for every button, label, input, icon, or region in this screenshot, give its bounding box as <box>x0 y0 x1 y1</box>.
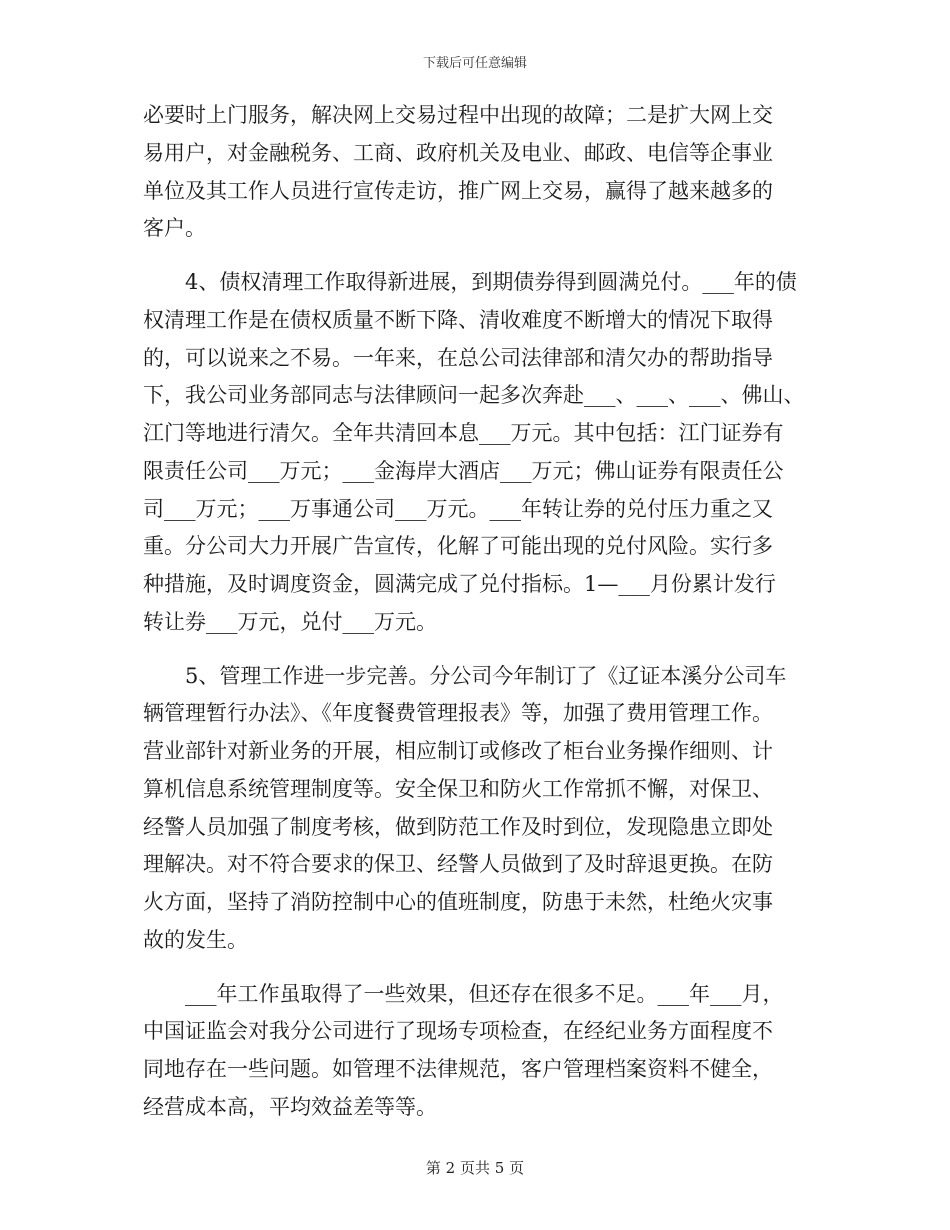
text-line: 客户。 <box>143 216 206 241</box>
text-line: 辆管理暂行办法》、《年度餐费管理报表》等，加强了费用管理工作。 <box>143 701 773 726</box>
paragraph-4 <box>143 976 811 1127</box>
text-line: 下，我公司业务部同志与法律顾问一起多次奔赴___、___、___、佛山、 <box>143 383 805 408</box>
text-line: 江门等地进行清欠。全年共清回本息___万元。其中包括：江门证券有 <box>143 421 784 445</box>
text-line: 同地存在一些问题。如管理不法律规范，客户管理档案资料不健全， <box>143 1057 773 1081</box>
text-line: 中国证监会对我分公司进行了现场专项检查，在经纪业务方面程度不 <box>143 1019 773 1044</box>
text-line: 权清理工作是在债权质量不断下降、清收难度不断增大的情况下取得 <box>143 307 773 332</box>
text-line: 5、管理工作进一步完善。分公司今年制订了《辽证本溪分公司车 <box>143 663 787 688</box>
text-line: 重。分公司大力开展广告宣传，化解了可能出现的兑付风险。实行多 <box>143 534 773 559</box>
text-line: 4、债权清理工作取得新进展，到期债券得到圆满兑付。___年的债 <box>143 270 797 294</box>
text-line: 司___万元；___万事通公司___万元。___年转让券的兑付压力重之又 <box>143 496 773 521</box>
text-line: 算机信息系统管理制度等。安全保卫和防火工作常抓不懈，对保卫、 <box>143 776 773 801</box>
paragraph-2 <box>143 264 811 642</box>
text-line: 限责任公司___万元；___金海岸大酒店___万元；佛山证券有限责任公 <box>143 458 784 483</box>
text-line: 故的发生。 <box>143 927 248 952</box>
paragraph-1 <box>143 97 811 248</box>
text-line: 单位及其工作人员进行宣传走访，推广网上交易，赢得了越来越多的 <box>143 178 773 203</box>
text-line: 必要时上门服务，解决网上交易过程中出现的故障；二是扩大网上交 <box>143 103 773 127</box>
page-footer: 第 2 页共 5 页 <box>425 1159 525 1177</box>
text-line: 经营成本高，平均效益差等等。 <box>143 1094 437 1119</box>
text-line: 火方面，坚持了消防控制中心的值班制度，防患于未然，杜绝火灾事 <box>143 890 773 914</box>
page-header: 下载后可任意编辑 <box>422 56 527 71</box>
text-line: 的，可以说来之不易。一年来，在总公司法律部和清欠办的帮助指导 <box>143 345 773 370</box>
text-line: 营业部针对新业务的开展，相应制订或修改了柜台业务操作细则、计 <box>143 739 773 763</box>
text-line: 种措施，及时调度资金，圆满完成了兑付指标。1—___月份累计发行 <box>143 572 776 596</box>
text-line: ___年工作虽取得了一些效果，但还存在很多不足。___年___月， <box>143 981 784 1006</box>
text-line: 易用户，对金融税务、工商、政府机关及电业、邮政、电信等企事业 <box>143 140 773 165</box>
text-line: 转让券___万元，兑付___万元。 <box>143 609 437 634</box>
text-line: 理解决。对不符合要求的保卫、经警人员做到了及时辞退更换。在防 <box>143 852 773 877</box>
paragraph-3 <box>143 658 811 960</box>
text-line: 经警人员加强了制度考核，做到防范工作及时到位，发现隐患立即处 <box>143 814 773 839</box>
document-body <box>143 97 811 1127</box>
